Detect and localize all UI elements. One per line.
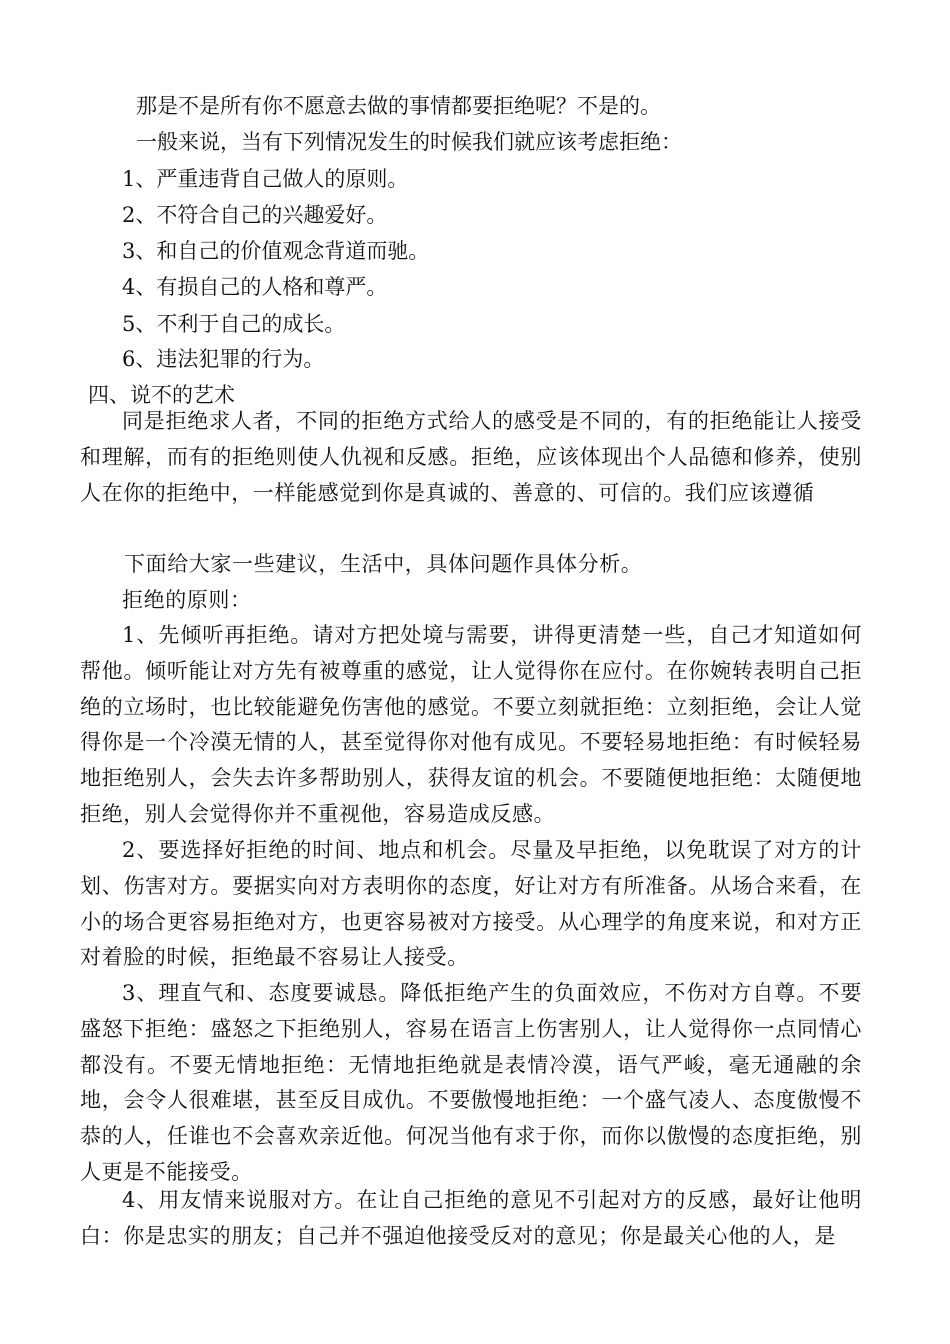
list-item-3: 3、和自己的价值观念背道而驰。 — [122, 239, 430, 263]
intro-condition: 一般来说，当有下列情况发生的时候我们就应该考虑拒绝： — [136, 130, 682, 154]
paragraph-principle-4: 4、用友情来说服对方。在让自己拒绝的意见不引起对方的反感，最好让他明白：你是忠实的朋友；自己并不强迫他接受反对的意见；你是最关心他的人，是 — [80, 1188, 862, 1248]
paragraph-principles-heading: 拒绝的原则： — [122, 588, 252, 612]
paragraph-principle-3: 3、理直气和、态度要诚恳。降低拒绝产生的负面效应，不伤对方自尊。不要盛怒下拒绝：盛怒之下拒绝别人，容易在语言上伤害别人，让人觉得你一点同情心都没有。不要无情地拒绝：无情地拒绝就是表情冷漠，语气严峻，毫无通融的余地，会令人很难堪，甚至反目成仇。不要傲慢地拒绝：一个盛气凌人、态度傲慢不恭的人，任谁也不会喜欢亲近他。何况当他有求于你，而你以傲慢的态度拒绝，别人更是不能接受。 — [80, 981, 862, 1184]
paragraph-intro: 同是拒绝求人者，不同的拒绝方式给人的感受是不同的，有的拒绝能让人接受和理解，而有的拒绝则使人仇视和反感。拒绝，应该体现出个人品德和修养，使别人在你的拒绝中，一样能感觉到你是真诚的、善意的、可信的。我们应该遵循 — [80, 409, 862, 505]
list-item-1: 1、严重违背自己做人的原则。 — [122, 167, 409, 191]
list-item-6: 6、违法犯罪的行为。 — [122, 347, 325, 371]
list-item-5: 5、不利于自己的成长。 — [122, 312, 346, 336]
list-item-4: 4、有损自己的人格和尊严。 — [122, 275, 388, 299]
section-heading: 四、说不的艺术 — [88, 383, 235, 407]
paragraph-principle-1: 1、先倾听再拒绝。请对方把处境与需要，讲得更清楚一些，自己才知道如何帮他。倾听能让对方先有被尊重的感觉，让人觉得你在应付。在你婉转表明自己拒绝的立场时，也比较能避免伤害他的感觉。不要立刻就拒绝：立刻拒绝，会让人觉得你是一个冷漠无情的人，甚至觉得你对他有成见。不要轻易地拒绝：有时候轻易地拒绝别人，会失去许多帮助别人，获得友谊的机会。不要随便地拒绝：太随便地拒绝，别人会觉得你并不重视他，容易造成反感。 — [80, 623, 862, 826]
paragraph-suggestion: 下面给大家一些建议，生活中，具体问题作具体分析。 — [124, 552, 643, 576]
list-item-2: 2、不符合自己的兴趣爱好。 — [122, 203, 388, 227]
intro-question: 那是不是所有你不愿意去做的事情都要拒绝呢？不是的。 — [136, 94, 661, 118]
paragraph-principle-2: 2、要选择好拒绝的时间、地点和机会。尽量及早拒绝，以免耽误了对方的计划、伤害对方。要据实向对方表明你的态度，好让对方有所准备。从场合来看，在小的场合更容易拒绝对方，也更容易被对方接受。从心理学的角度来说，和对方正对着脸的时候，拒绝最不容易让人接受。 — [80, 838, 862, 970]
